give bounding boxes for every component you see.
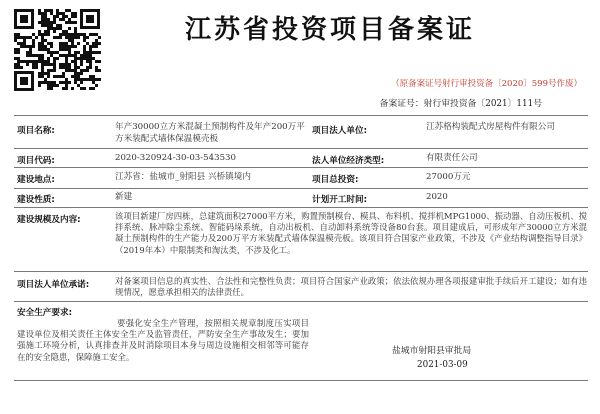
safety-label: 安全生产要求: [17, 308, 72, 318]
scale-label: 建设规模及内容: [17, 215, 81, 225]
row-divider [14, 188, 588, 189]
total-investment-label: 项目总投资: [312, 175, 359, 185]
legal-unit-value: 江苏格构装配式房屋构件有限公司 [426, 122, 555, 132]
qr-code [13, 8, 101, 92]
economic-type-value: 有限责任公司 [426, 153, 478, 163]
commitment-value: 对备案项目信息的真实性、合法性和完整性负责；项目符合国家产业政策；依法依规办理各项报建审批手续后开工建设；如有违规情况，愿意承担相关的法律责任。 [115, 276, 587, 298]
economic-type-label: 法人单位经济类型: [312, 156, 385, 166]
issue-date: 2021-03-09 [417, 360, 468, 370]
row-divider [14, 167, 588, 168]
record-number: 备案证号：射行审投资备〔2021〕111号 [379, 99, 542, 109]
legal-unit-label: 项目法人单位: [312, 126, 367, 136]
project-name-value: 年产30000立方米混凝土预制构件及年产200万平方米装配式墙体保温模壳板 [115, 122, 305, 144]
nature-value: 新建 [115, 192, 133, 202]
total-investment-value: 27000万元 [426, 172, 471, 182]
start-year-label: 计划开工时间: [312, 195, 367, 205]
table-bottom-rule [14, 380, 588, 381]
row-divider [14, 271, 588, 272]
nature-label: 建设性质: [17, 195, 55, 205]
row-divider [14, 148, 588, 149]
project-code-label: 项目代码: [17, 156, 55, 166]
origin-record-note: （原备案证号射行审投资备〔2020〕599号作废） [391, 79, 582, 89]
commitment-label: 项目法人单位承诺: [17, 280, 90, 290]
certificate-title: 江苏省投资项目备案证 [184, 15, 475, 45]
row-divider [14, 207, 588, 208]
project-code-value: 2020-320924-30-03-543530 [115, 153, 236, 163]
table-top-rule [14, 115, 588, 116]
start-year-value: 2020 [426, 192, 448, 202]
location-label: 建设地点: [17, 175, 55, 185]
project-name-label: 项目名称: [17, 126, 55, 136]
issuing-authority: 盐城市射阳县审批局 [392, 346, 472, 356]
scale-value: 该项目新建厂房四栋，总建筑面积27000平方米，购置预制模台、模具、布料机、搅拌机MPG1000、振动器、自动压板机、搅拌系统、脉冲除尘系统、智能码垛系统，自动出板机、自动卸料系统等设备80台套。项目建成后，可形成年产30000立方米混凝土预制构件的生产能力及200万平方米装配式墙体保温模壳板。该项目符合国家产业政策，不涉及《产业结构调整指导目录》（2019年本）中限制类和淘汰类，不涉及化工。 [115, 211, 587, 255]
location-value: 江苏省：盐城市_射阳县 兴桥镇境内 [115, 172, 251, 182]
safety-value: 要强化安全生产管理，按照相关规章制度压实项目建设单位及相关责任主体安全生产及监管责任，严防安全生产事故发生；要加强施工环境分析，认真排查并及时消除项目本身与周边设施相交相邻等可能存在的安全隐患，保障施工安全。 [17, 318, 309, 362]
row-divider [14, 301, 588, 302]
